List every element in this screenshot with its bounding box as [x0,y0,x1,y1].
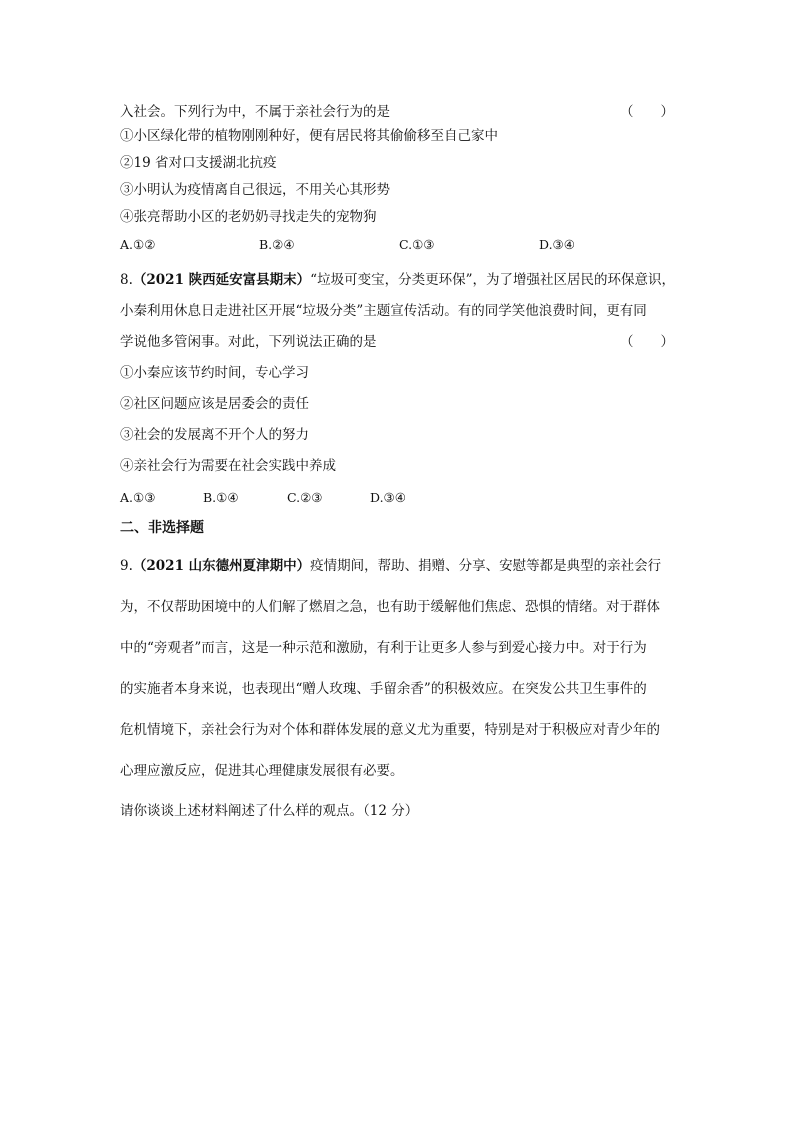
q8-line-3: 学说他多管闲事。对此，下列说法正确的是 [120,334,377,350]
q7-option-a: A.①② [120,237,156,252]
section-title-non-choice: 二、非选择题 [120,520,204,536]
q8-option-b: B.①④ [203,490,239,505]
q9-line-6: 心理应激反应，促进其心理健康发展很有必要。 [120,763,404,779]
q8-statement-4: ④亲社会行为需要在社会实践中养成 [120,458,336,474]
q8-line-2: 小秦利用休息日走进社区开展“垃圾分类”主题宣传活动。有的同学笑他浪费时间，更有同 [120,303,647,319]
q9-line-4: 的实施者本身来说，也表现出“赠人玫瑰、手留余香”的积极效应。在突发公共卫生事件的 [120,681,647,697]
q7-option-b: B.②④ [259,237,295,252]
q8-number: 8. [120,272,133,288]
q8-text-1: “垃圾可变宝，分类更环保”，为了增强社区居民的环保意识， [310,272,675,288]
q8-option-d: D.③④ [370,490,406,505]
q8-source: （2021 陕西延安富县期末） [132,272,311,288]
q9-text-1: 疫情期间，帮助、捐赠、分享、安慰等都是典型的亲社会行 [310,558,662,574]
q9-source: （2021 山东德州夏津期中） [132,558,311,574]
q8-statement-1: ①小秦应该节约时间，专心学习 [120,365,309,381]
q7-option-c: C.①③ [399,237,435,252]
q8-statement-3: ③社会的发展离不开个人的努力 [120,427,309,443]
q7-option-d: D.③④ [539,237,575,252]
q8-option-c: C.②③ [287,490,323,505]
q8-answer-paren: （ ） [620,334,674,350]
q9-number: 9. [120,558,133,574]
q9-line-3: 中的“旁观者”而言，这是一种示范和激励，有利于让更多人参与到爱心接力中。对于行为 [120,640,647,656]
q7-stem: 入社会。下列行为中，不属于亲社会行为的是 [120,104,390,120]
q9-line-2: 为，不仅帮助困境中的人们解了燃眉之急，也有助于缓解他们焦虑、恐惧的情绪。对于群体 [120,599,660,615]
q7-answer-paren: （ ） [620,104,674,120]
q9-line-1 [120,556,661,576]
q8-line-1 [120,270,675,290]
q7-statement-3: ③小明认为疫情离自己很远，不用关心其形势 [120,182,390,198]
q7-statement-2: ②19 省对口支援湖北抗疫 [120,155,277,171]
q9-prompt: 请你谈谈上述材料阐述了什么样的观点。（12 分） [120,803,419,819]
q8-option-a: A.①③ [120,490,156,505]
q9-line-5: 危机情境下，亲社会行为对个体和群体发展的意义尤为重要，特别是对于积极应对青少年的 [120,722,660,738]
q7-statement-1: ①小区绿化带的植物刚刚种好，便有居民将其偷偷移至自己家中 [120,128,498,144]
q8-statement-2: ②社区问题应该是居委会的责任 [120,396,309,412]
q7-statement-4: ④张亮帮助小区的老奶奶寻找走失的宠物狗 [120,209,377,225]
